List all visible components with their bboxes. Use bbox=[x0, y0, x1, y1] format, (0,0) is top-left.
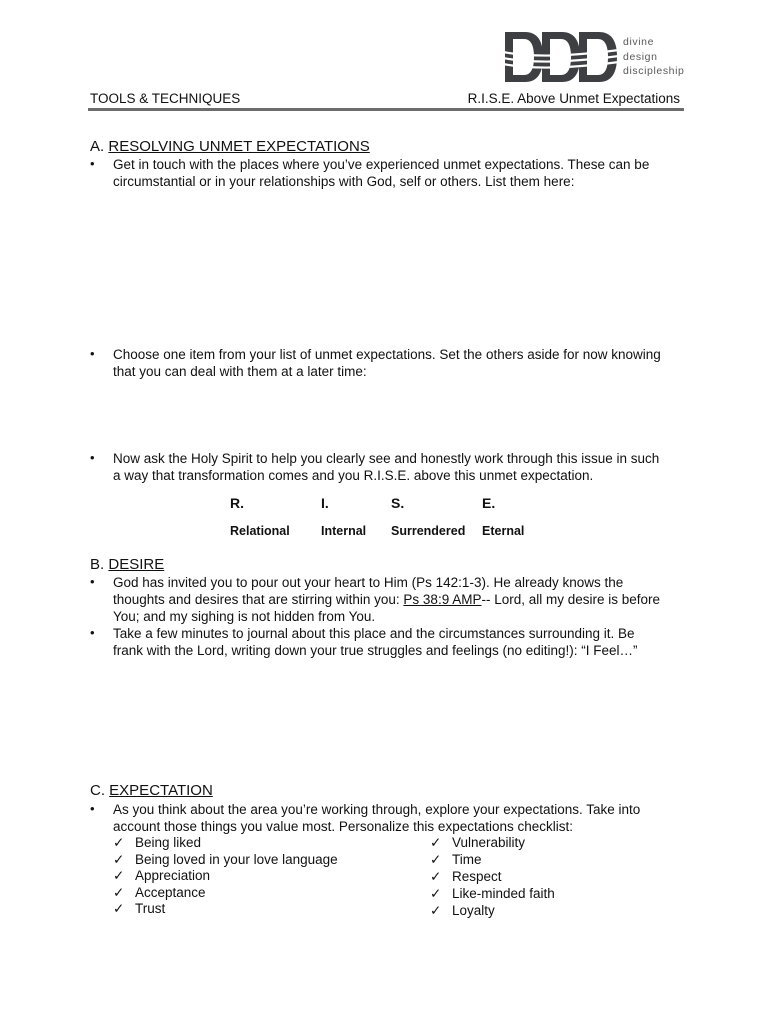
logo-line-divine: divine bbox=[623, 36, 655, 48]
checklist-item-label: Respect bbox=[452, 869, 502, 884]
check-icon: ✓ bbox=[113, 885, 125, 900]
check-icon: ✓ bbox=[430, 852, 442, 867]
check-icon: ✓ bbox=[430, 869, 442, 884]
checklist-item[interactable] bbox=[430, 902, 495, 919]
checklist-item-label: Being loved in your love language bbox=[135, 852, 338, 867]
logo-wordmark bbox=[623, 35, 684, 79]
check-icon: ✓ bbox=[113, 852, 125, 867]
section-a-bullet-3-line-1: Now ask the Holy Spirit to help you clearly see and honestly work through this issue in such bbox=[113, 451, 660, 466]
bullet-a2: • bbox=[90, 346, 95, 361]
section-c-letter: C. bbox=[90, 782, 105, 799]
check-icon: ✓ bbox=[113, 835, 125, 850]
section-a-title: RESOLVING UNMET EXPECTATIONS bbox=[108, 138, 370, 155]
check-icon: ✓ bbox=[113, 901, 125, 916]
check-icon: ✓ bbox=[430, 903, 442, 918]
checklist-item[interactable] bbox=[113, 884, 206, 901]
checklist-item[interactable] bbox=[430, 851, 482, 868]
section-c-bullet-1 bbox=[113, 801, 681, 835]
section-b-letter: B. bbox=[90, 556, 105, 573]
rise-letter: S. bbox=[391, 495, 405, 511]
check-icon: ✓ bbox=[113, 868, 125, 883]
checklist-item-label: Acceptance bbox=[135, 885, 206, 900]
rise-letter: I. bbox=[321, 495, 329, 511]
section-a-letter: A. bbox=[90, 138, 105, 155]
section-a-bullet-1-line-2: circumstantial or in your relationships with God, self or others. List them here: bbox=[113, 174, 575, 189]
rise-column-s bbox=[391, 495, 465, 538]
check-icon: ✓ bbox=[430, 835, 442, 850]
section-a-bullet-3 bbox=[113, 450, 681, 484]
checklist-item[interactable] bbox=[430, 885, 555, 902]
section-a-bullet-2 bbox=[113, 346, 681, 380]
check-icon: ✓ bbox=[430, 886, 442, 901]
header-divider bbox=[88, 108, 684, 111]
section-a-bullet-1-line-1: Get in touch with the places where you’ve experienced unmet expectations. These can be bbox=[113, 157, 650, 172]
checklist-item-label: Vulnerability bbox=[452, 835, 526, 850]
rise-word: Surrendered bbox=[391, 524, 466, 538]
section-b-line-2-pre: thoughts and desires that are stirring within you: bbox=[113, 592, 404, 607]
checklist-item-label: Time bbox=[452, 852, 482, 867]
section-b-title: DESIRE bbox=[108, 556, 165, 573]
section-a-bullet-3-line-2: a way that transformation comes and you R.I.S.E. above this unmet expectation. bbox=[113, 468, 594, 483]
rise-letter: R. bbox=[230, 495, 244, 511]
bullet-b1: • bbox=[90, 574, 95, 589]
ddd-logo-mark bbox=[503, 30, 619, 84]
bullet-a3: • bbox=[90, 450, 95, 465]
checklist-item[interactable] bbox=[113, 867, 210, 884]
checklist-item-label: Appreciation bbox=[135, 868, 211, 883]
checklist-item-label: Loyalty bbox=[452, 903, 495, 918]
section-b-bullet-1-line-3: You; and my sighing is not hidden from You. bbox=[113, 609, 376, 624]
section-b-bullet-2-line-1: Take a few minutes to journal about this place and the circumstances surrounding it. Be bbox=[113, 626, 635, 641]
header-left-title: TOOLS & TECHNIQUES bbox=[90, 91, 241, 106]
bullet-c1: • bbox=[90, 801, 95, 816]
rise-word: Relational bbox=[230, 524, 290, 538]
bullet-b2: • bbox=[90, 625, 95, 640]
checklist-item[interactable] bbox=[430, 868, 502, 885]
section-c-bullet-1-line-2: account those things you value most. Personalize this expectations checklist: bbox=[113, 819, 573, 834]
section-b-bullet-1 bbox=[113, 574, 681, 625]
checklist-item[interactable] bbox=[113, 834, 201, 851]
checklist-item[interactable] bbox=[113, 851, 338, 868]
checklist-item[interactable] bbox=[430, 834, 525, 851]
rise-column-r bbox=[230, 495, 290, 538]
section-b-bullet-1-line-1: God has invited you to pour out your heart to Him (Ps 142:1-3). He already knows the bbox=[113, 575, 624, 590]
section-b-line-2-post: -- Lord, all my desire is before bbox=[481, 592, 661, 607]
checklist-item[interactable] bbox=[113, 900, 165, 917]
checklist-item-label: Trust bbox=[135, 901, 166, 916]
section-b-heading bbox=[90, 556, 164, 573]
rise-word: Eternal bbox=[482, 524, 525, 538]
section-a-bullet-2-line-1: Choose one item from your list of unmet expectations. Set the others aside for now knowing bbox=[113, 347, 661, 362]
section-c-heading bbox=[90, 782, 213, 799]
section-b-bullet-2 bbox=[113, 625, 681, 659]
logo-line-discipleship: discipleship bbox=[623, 65, 685, 77]
rise-letter: E. bbox=[482, 495, 496, 511]
rise-word: Internal bbox=[321, 524, 367, 538]
scripture-link-ps-38-9[interactable]: Ps 38:9 AMP bbox=[403, 592, 482, 607]
rise-column-e bbox=[482, 495, 524, 538]
header-right-title: R.I.S.E. Above Unmet Expectations bbox=[467, 91, 680, 106]
section-b-bullet-2-line-2: frank with the Lord, writing down your true struggles and feelings (no editing!): “I Feel…” bbox=[113, 643, 638, 658]
logo bbox=[503, 30, 683, 84]
bullet-a1: • bbox=[90, 156, 95, 171]
checklist-item-label: Being liked bbox=[135, 835, 202, 850]
section-a-bullet-1 bbox=[113, 156, 681, 190]
logo-line-design: design bbox=[623, 50, 658, 63]
section-c-title: EXPECTATION bbox=[109, 782, 213, 799]
section-c-bullet-1-line-1: As you think about the area you’re working through, explore your expectations. Take into bbox=[113, 802, 641, 817]
section-b-bullet-1-line-2 bbox=[113, 591, 681, 608]
rise-column-i bbox=[321, 495, 366, 538]
checklist-item-label: Like-minded faith bbox=[452, 886, 555, 901]
section-a-heading bbox=[90, 138, 370, 155]
section-a-bullet-2-line-2: that you can deal with them at a later time: bbox=[113, 364, 367, 379]
